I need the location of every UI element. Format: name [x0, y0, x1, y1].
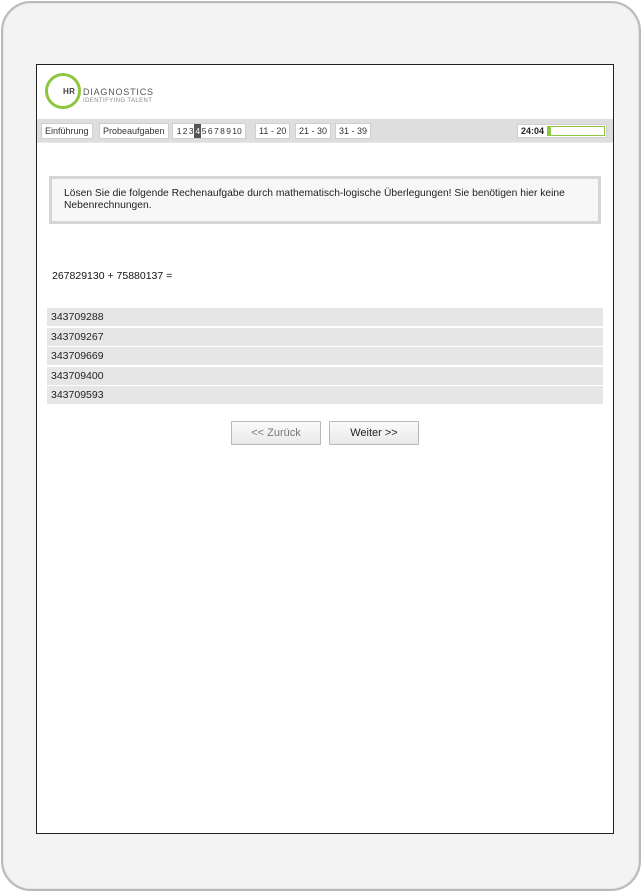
nav-range-11-20[interactable]: 11 - 20: [255, 123, 290, 139]
timer: [517, 124, 607, 138]
tablet-frame: [1, 1, 641, 891]
navigation-bar: [37, 119, 613, 143]
nav-range-31-39[interactable]: 31 - 39: [335, 123, 371, 139]
nav-intro-button[interactable]: Einführung: [41, 123, 93, 139]
next-button[interactable]: Weiter >>: [329, 421, 419, 445]
page-link[interactable]: 9: [226, 126, 231, 136]
page-link[interactable]: 8: [220, 126, 225, 136]
page-link[interactable]: 7: [213, 126, 219, 136]
answer-option[interactable]: 343709669: [47, 347, 603, 365]
timer-progress-fill: [548, 127, 551, 135]
page-link[interactable]: 4: [195, 126, 201, 136]
page-link[interactable]: 1: [176, 126, 182, 136]
logo-tagline: IDENTIFYING TALENT: [83, 98, 153, 104]
timer-text: 24:04: [520, 126, 544, 136]
timer-progress-bar: [547, 126, 605, 136]
back-button[interactable]: << Zurück: [231, 421, 321, 445]
page-link[interactable]: 10: [232, 126, 242, 136]
answer-option[interactable]: 343709400: [47, 367, 603, 385]
logo-initials: HR: [63, 87, 76, 96]
header: [37, 65, 613, 119]
nav-practice-button[interactable]: Probeaufgaben: [99, 123, 169, 139]
answer-option[interactable]: 343709593: [47, 386, 603, 404]
answer-option[interactable]: 343709267: [47, 328, 603, 346]
question-text: 267829130 + 75880137 =: [52, 270, 173, 282]
answer-option[interactable]: 343709288: [47, 308, 603, 326]
page-selector: [172, 123, 246, 139]
page-link[interactable]: 5: [201, 126, 207, 136]
answer-options: [47, 308, 603, 406]
page-link[interactable]: 2: [182, 126, 188, 136]
page-link[interactable]: 3: [188, 126, 194, 136]
instruction-box: Lösen Sie die folgende Rechenaufgabe durch mathematisch-logische Überlegungen! Sie benötigen hier keine Nebenrechnungen.: [49, 176, 601, 224]
page-link[interactable]: 6: [207, 126, 213, 136]
app-screen: [36, 64, 614, 834]
nav-range-21-30[interactable]: 21 - 30: [295, 123, 331, 139]
logo-name: DIAGNOSTICS: [83, 87, 154, 97]
